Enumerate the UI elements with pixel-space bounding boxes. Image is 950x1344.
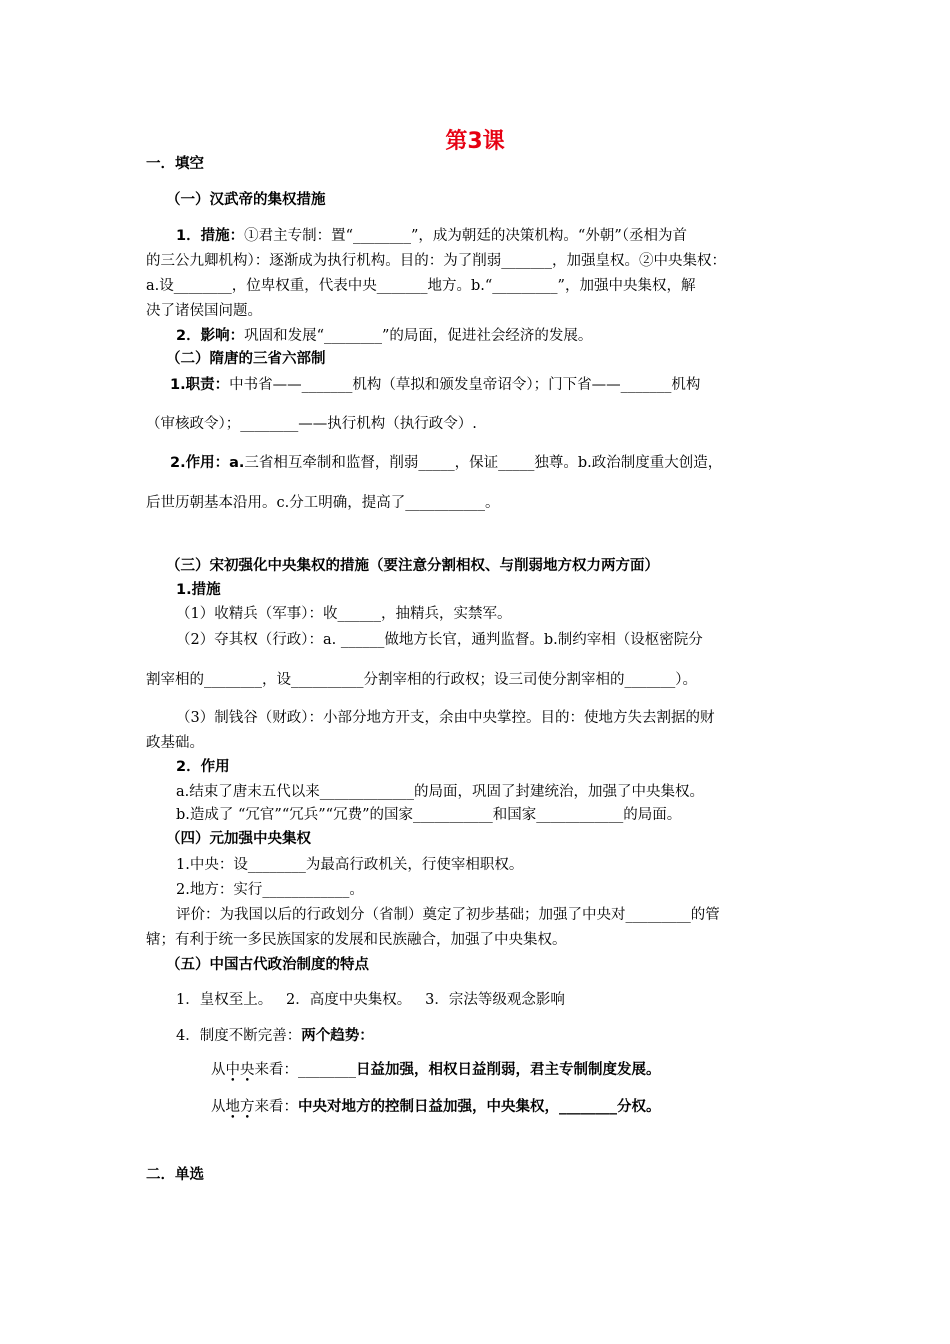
section-heading-fill-in: 一．填空 xyxy=(146,156,204,172)
paragraph-line: 辖；有利于统一多民族国家的发展和民族融合，加强了中央集权。 xyxy=(146,932,567,948)
paragraph-line xyxy=(170,453,722,473)
paragraph-line: b.造成了 “冗官”“冗兵”“冗费”的国家___________和国家____________的局面。 xyxy=(176,807,682,823)
text: 从 xyxy=(211,1062,226,1078)
subsection-heading-song: （三）宋初强化中央集权的措施（要注意分割相权、与削弱地方权力两方面） xyxy=(166,558,659,574)
subsection-heading-yuan: （四）元加强中央集权 xyxy=(166,831,311,847)
subsection-heading-suitang: （二）隋唐的三省六部制 xyxy=(166,351,326,367)
paragraph-line xyxy=(176,1026,374,1046)
text: 三省相互牵制和监督，削弱_____，保证_____独尊。b.政治制度重大创造， xyxy=(244,455,723,471)
subsection-heading-features: （五）中国古代政治制度的特点 xyxy=(166,957,369,973)
text-bold: 两个趋势： xyxy=(301,1028,374,1044)
label-influence: 2．影响： xyxy=(176,328,245,344)
emphasis-char: 方 xyxy=(240,1099,255,1115)
subsection-heading-han: （一）汉武帝的集权措施 xyxy=(166,192,326,208)
sub-heading-role: 2．作用 xyxy=(176,759,230,775)
paragraph-line: 评价：为我国以后的行政划分（省制）奠定了初步基础；加强了中央对_________的管 xyxy=(176,907,720,923)
paragraph-line xyxy=(176,326,592,346)
paragraph-line: 决了诸侯国问题。 xyxy=(146,303,262,319)
text: 4．制度不断完善： xyxy=(176,1028,302,1044)
label-measures: 1．措施： xyxy=(176,228,245,244)
text-bold: 中央对地方的控制日益加强，中央集权，________分权。 xyxy=(298,1099,661,1115)
text-bold: 日益加强，相权日益削弱，君主专制制度发展。 xyxy=(356,1062,661,1078)
paragraph-line xyxy=(211,1060,661,1080)
label-duties: 1.职责： xyxy=(170,377,230,393)
section-heading-single-choice: 二．单选 xyxy=(146,1167,204,1183)
paragraph-line: （2）夺其权（行政）：a. ______做地方长官，通判监督。b.制约宰相（设枢密院分 xyxy=(176,632,703,648)
text: 巩固和发展“________”的局面，促进社会经济的发展。 xyxy=(244,328,593,344)
text: 从 xyxy=(211,1099,226,1115)
paragraph-line: 1.中央：设________为最高行政机关，行使宰相职权。 xyxy=(176,857,524,873)
page-title: 第3课 xyxy=(445,129,505,154)
emphasis-char: 中 xyxy=(225,1062,240,1078)
sub-heading-measures: 1.措施 xyxy=(176,582,221,598)
text: 来看： xyxy=(254,1099,298,1115)
paragraph-line: a.结束了唐末五代以来_____________的局面，巩固了封建统治，加强了中央集权。 xyxy=(176,784,705,800)
paragraph-line: （1）收精兵（军事）：收______，抽精兵，实禁军。 xyxy=(176,606,512,622)
emphasis-char: 央 xyxy=(240,1062,255,1078)
paragraph-line: 政基础。 xyxy=(146,735,204,751)
text: 来看：________ xyxy=(254,1062,356,1078)
paragraph-line: 的三公九卿机构）：逐渐成为执行机构。目的：为了削弱_______，加强皇权。②中央集权： xyxy=(146,253,726,269)
paragraph-line: 割宰相的________，设__________分割宰相的行政权；设三司使分割宰相的_______）。 xyxy=(146,672,697,688)
label-role: 2.作用： xyxy=(170,455,230,471)
paragraph-line: 2.地方：实行____________。 xyxy=(176,882,364,898)
text: a. xyxy=(229,455,245,471)
paragraph-line: （审核政令）；________——执行机构（执行政令）. xyxy=(146,416,477,432)
paragraph-line: a.设________，位卑权重，代表中央_______地方。b.“_________”，加强中央集权，解 xyxy=(146,278,696,294)
text: ①君主专制：置“________”，成为朝廷的决策机构。“外朝”（丞相为首 xyxy=(244,228,687,244)
paragraph-line xyxy=(176,226,687,246)
paragraph-line xyxy=(170,375,700,395)
paragraph-line xyxy=(211,1097,661,1117)
emphasis-char: 地 xyxy=(225,1099,240,1115)
text: 中书省——_______机构（草拟和颁发皇帝诏令）；门下省——_______机构 xyxy=(229,377,701,393)
paragraph-line: （3）制钱谷（财政）：小部分地方开支，余由中央掌控。目的：使地方失去割据的财 xyxy=(176,710,715,726)
paragraph-line: 1．皇权至上。 2．高度中央集权。 3．宗法等级观念影响 xyxy=(176,992,565,1008)
paragraph-line: 后世历朝基本沿用。c.分工明确，提高了___________。 xyxy=(146,495,500,511)
